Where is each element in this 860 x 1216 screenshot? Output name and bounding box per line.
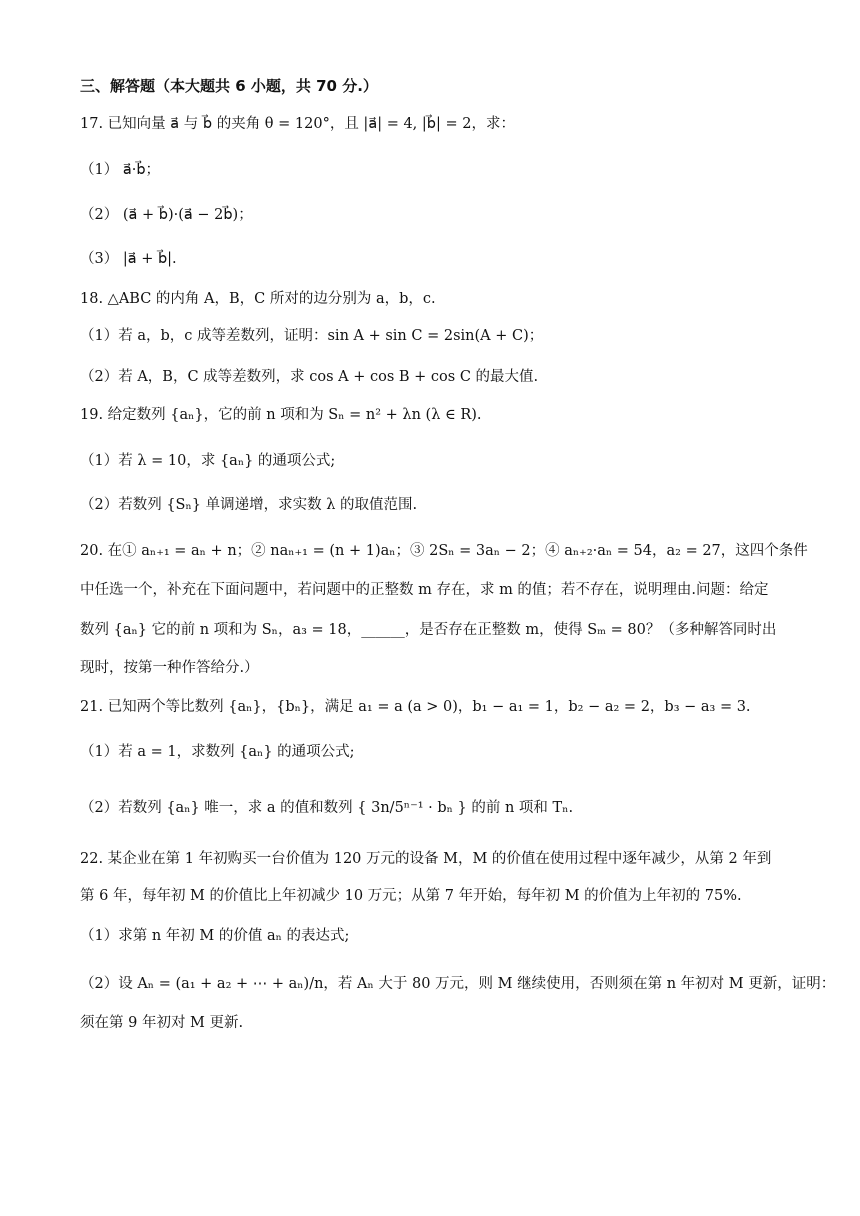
question-17-part-3: （3） |a⃗ + b⃗|. — [80, 251, 177, 267]
question-22-part-1: （1）求第 n 年初 M 的价值 aₙ 的表达式; — [80, 928, 350, 944]
question-18-part-2: （2）若 A，B，C 成等差数列，求 cos A + cos B + cos C 的最大值. — [80, 369, 539, 385]
question-19-part-2: （2）若数列 {Sₙ} 单调递增，求实数 λ 的取值范围. — [80, 497, 418, 513]
question-20-line-4: 现时，按第一种作答给分.） — [80, 660, 259, 676]
question-17-part-1: （1） a⃗·b⃗； — [80, 162, 161, 178]
question-22-part-2: （2）设 Aₙ = (a₁ + a₂ + ⋯ + aₙ)/n，若 Aₙ 大于 80 万元，则 M 继续使用，否则须在第 n 年初对 M 更新，证明： — [80, 976, 836, 992]
question-18-stem: 18. △ABC 的内角 A，B，C 所对的边分别为 a，b，c. — [80, 291, 436, 307]
question-19-stem: 19. 给定数列 {aₙ}，它的前 n 项和为 Sₙ = n² + λn (λ ∈ R). — [80, 407, 482, 423]
question-18-part-1: （1）若 a，b，c 成等差数列，证明：sin A + sin C = 2sin(A + C)； — [80, 328, 544, 344]
question-21-part-1: （1）若 a = 1，求数列 {aₙ} 的通项公式; — [80, 744, 355, 760]
question-21-stem: 21. 已知两个等比数列 {aₙ}，{bₙ}，满足 a₁ = a (a > 0)，b₁ − a₁ = 1，b₂ − a₂ = 2，b₃ − a₃ = 3. — [80, 699, 751, 715]
question-20-line-3: 数列 {aₙ} 它的前 n 项和为 Sₙ，a₃ = 18，______，是否存在正整数 m，使得 Sₘ = 80？（多种解答同时出 — [80, 622, 777, 638]
question-17-stem: 17. 已知向量 a⃗ 与 b⃗ 的夹角 θ = 120°，且 |a⃗| = 4, |b⃗| = 2，求： — [80, 116, 515, 132]
question-22-line-5: 须在第 9 年初对 M 更新. — [80, 1015, 244, 1031]
question-21-part-2: （2）若数列 {aₙ} 唯一，求 a 的值和数列 { 3n/5ⁿ⁻¹ · bₙ } 的前 n 项和 Tₙ. — [80, 800, 574, 816]
question-22-line-2: 第 6 年，每年初 M 的价值比上年初减少 10 万元；从第 7 年开始，每年初 M 的价值为上年初的 75%. — [80, 888, 742, 904]
question-20-line-2: 中任选一个，补充在下面问题中，若问题中的正整数 m 存在，求 m 的值；若不存在，说明理由.问题：给定 — [80, 582, 769, 598]
question-20-line-1: 20. 在① aₙ₊₁ = aₙ + n；② naₙ₊₁ = (n + 1)aₙ；③ 2Sₙ = 3aₙ − 2；④ aₙ₊₂·aₙ = 54，a₂ = 27，这四个条件 — [80, 543, 808, 559]
question-17-part-2: （2） (a⃗ + b⃗)·(a⃗ − 2b⃗)； — [80, 207, 253, 223]
question-19-part-1: （1）若 λ = 10，求 {aₙ} 的通项公式; — [80, 453, 336, 469]
question-22-line-1: 22. 某企业在第 1 年初购买一台价值为 120 万元的设备 M，M 的价值在使用过程中逐年减少，从第 2 年到 — [80, 851, 772, 867]
section-title: 三、解答题（本大题共 6 小题，共 70 分.） — [80, 77, 378, 95]
